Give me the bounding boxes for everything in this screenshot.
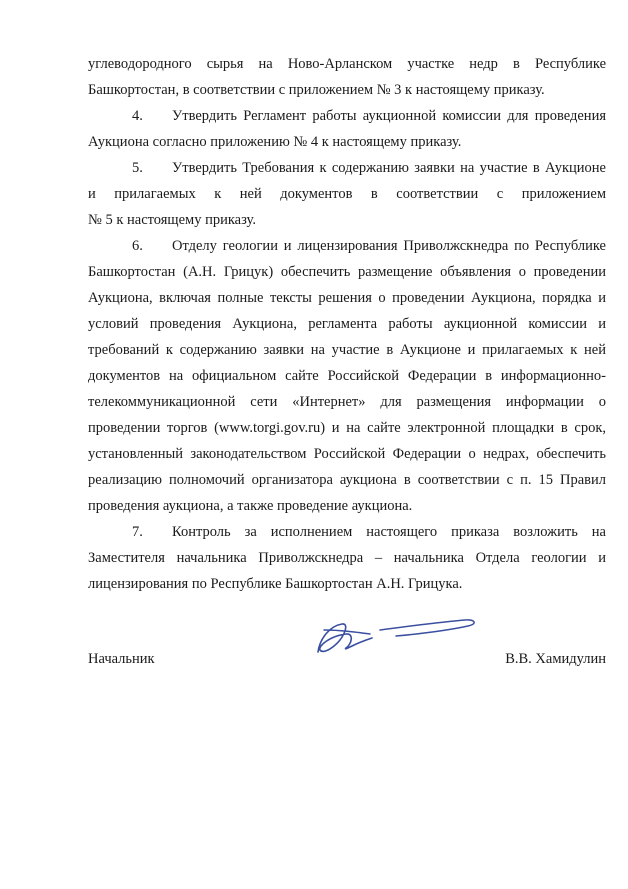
item-number: 4. [132, 108, 143, 124]
text-line: условий проведения Аукциона, регламента работы аукционной комиссии и [88, 316, 606, 332]
text-line: Контроль за исполнением настоящего приказа возложить на [172, 524, 606, 540]
text-line: Башкортостан (А.Н. Грицук) обеспечить размещение объявления о проведении [88, 264, 606, 280]
text-line: требований к содержанию заявки на участие в Аукционе и прилагаемых к ней [88, 342, 606, 358]
text-line: установленный законодательством Российской Федерации о недрах, обеспечить [88, 446, 606, 462]
text-line: документов на официальном сайте Российской Федерации в информационно- [88, 368, 606, 384]
text-line: проведения аукциона, а также проведение аукциона. [88, 498, 413, 514]
text-line: углеводородного сырья на Ново-Арланском участке недр в Республике [88, 56, 606, 72]
item-number: 6. [132, 238, 143, 254]
signatory-name: В.В. Хамидулин [505, 651, 606, 667]
text-line: Аукциона согласно приложению № 4 к настоящему приказу. [88, 134, 462, 150]
text-line: № 5 к настоящему приказу. [88, 212, 256, 228]
text-line: лицензирования по Республике Башкортостан А.Н. Грицука. [88, 576, 463, 592]
text-line: телекоммуникационной сети «Интернет» для размещения информации о [88, 394, 606, 410]
text-line: Отделу геологии и лицензирования Приволжскнедра по Республике [172, 238, 606, 254]
item-number: 5. [132, 160, 143, 176]
text-line: проведении торгов (www.torgi.gov.ru) и на сайте электронной площадки в срок, [88, 420, 606, 436]
text-line: Заместителя начальника Приволжскнедра – начальника Отдела геологии и [88, 550, 606, 566]
item-number: 7. [132, 524, 143, 540]
signatory-position: Начальник [88, 651, 155, 667]
text-line: Утвердить Регламент работы аукционной комиссии для проведения [172, 108, 606, 124]
text-line: и прилагаемых к ней документов в соответствии с приложением [88, 186, 606, 202]
text-line: реализацию полномочий организатора аукциона в соответствии с п. 15 Правил [88, 472, 606, 488]
text-line: Утвердить Требования к содержанию заявки на участие в Аукционе [172, 160, 606, 176]
text-line: Башкортостан, в соответствии с приложением № 3 к настоящему приказу. [88, 82, 545, 98]
text-line: Аукциона, включая полные тексты решения о проведении Аукциона, порядка и [88, 290, 606, 306]
handwritten-signature [300, 608, 490, 664]
